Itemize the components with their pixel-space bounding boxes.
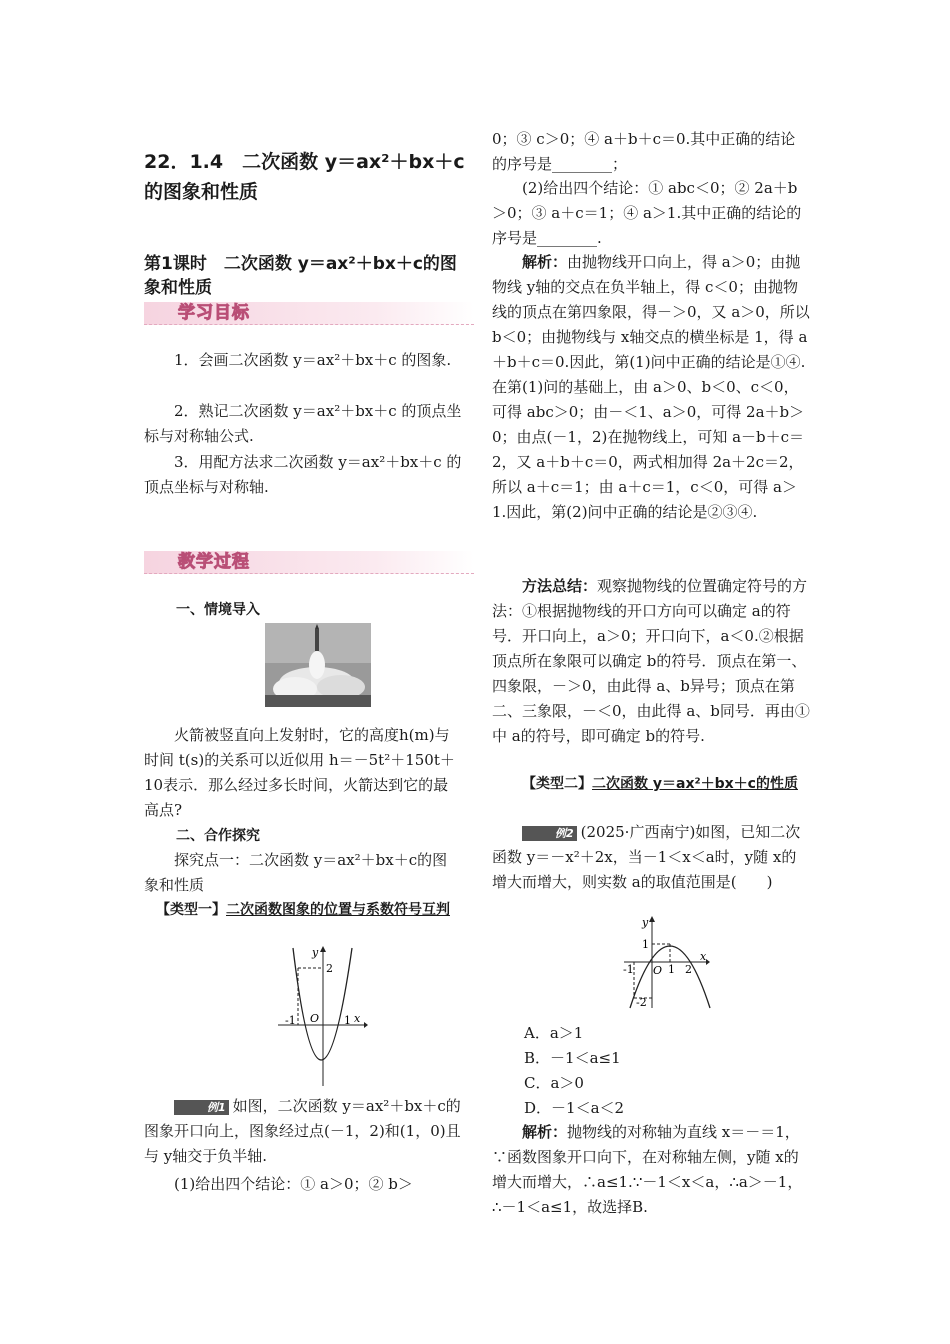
example-1-text: 如图，二次函数 y＝ax²＋bx＋c的图象开口向上，图象经过点(－1，2)和(1，0)且与 y轴交于负半轴. — [144, 1097, 461, 1165]
graph2-tick-one: 1 — [668, 963, 675, 976]
option-a[interactable]: A．a＞1 — [524, 1024, 584, 1042]
method-summary — [492, 574, 810, 749]
goals-banner — [144, 302, 474, 325]
type-two-title: 二次函数 y＝ax²＋bx＋c的性质 — [592, 776, 798, 792]
section-title: 22．1.4 二次函数 y＝ax²＋bx＋c的图象和性质 — [144, 151, 465, 203]
graph1-x-label: x — [354, 1012, 361, 1025]
example-1-question-2: (2)给出四个结论：① abc＜0；② 2a＋b＞0；③ a＋c＝1；④ a＞1.其中正确的结论的序号是________. — [492, 179, 802, 247]
type-one-tag: 【类型一】 — [156, 902, 226, 918]
goal-1: 1．会画二次函数 y＝ax²＋bx＋c 的图象. — [174, 351, 452, 369]
option-c[interactable]: C．a＞0 — [524, 1074, 584, 1092]
example-2 — [492, 820, 810, 895]
graph2-tick-neg-two: -2 — [636, 996, 647, 1009]
method-summary-text: 观察抛物线的位置确定符号的方法：①根据抛物线的开口方向可以确定 a的符号．开口向上，a＞0；开口向下，a＜0.②根据顶点所在象限可以确定 b的符号．顶点在第一、四象限，－＞0，由此得 a、b异号；顶点在第二、三象限，－＜0，由此得 a、b同号．再由①中 a的符号，即可确定 b的符号. — [492, 577, 810, 745]
explore-point-1: 探究点一：二次函数 y＝ax²＋bx＋c的图象和性质 — [144, 851, 448, 894]
analysis-2-text: 抛物线的对称轴为直线 x＝－＝1，∵函数图象开口向下，在对称轴左侧，y随 x的增大而增大，∴a≤1.∵－1＜x＜a，∴a＞－1，∴－1＜a≤1，故选择B. — [492, 1123, 803, 1216]
example-1-badge: 例1 — [174, 1100, 229, 1115]
rocket-problem: 火箭被竖直向上发射时，它的高度h(m)与时间 t(s)的关系可以近似用 h＝－5t²＋150t＋10表示．那么经过多长时间，火箭达到它的最高点? — [144, 726, 455, 819]
goal-3: 3．用配方法求二次函数 y＝ax²＋bx＋c 的顶点坐标与对称轴. — [144, 453, 462, 496]
type-two-heading — [492, 772, 810, 797]
analysis-2 — [492, 1120, 810, 1220]
lesson-title: 第1课时 二次函数 y＝ax²＋bx＋c的图象和性质 — [144, 254, 457, 298]
graph2-tick-one-y: 1 — [642, 938, 649, 951]
situation-heading: 一、情境导入 — [176, 602, 260, 618]
graph1-tick-two: 2 — [326, 962, 333, 975]
goals-banner-label: 学习目标 — [178, 303, 250, 323]
process-banner — [144, 551, 474, 574]
parabola-graph-1 — [276, 942, 368, 1088]
type-two-tag: 【类型二】 — [522, 776, 592, 792]
graph1-tick-one: 1 — [344, 1014, 351, 1027]
analysis-1-label: 解析： — [522, 253, 568, 271]
option-b[interactable]: B．－1＜a≤1 — [524, 1049, 621, 1067]
parabola-graph-2 — [622, 914, 714, 1010]
graph2-origin: O — [653, 964, 663, 977]
analysis-1 — [492, 250, 810, 525]
example-2-badge: 例2 — [522, 826, 577, 841]
example-1-question-1: (1)给出四个结论：① a＞0；② b＞ — [174, 1175, 413, 1193]
graph2-x-label: x — [700, 950, 707, 963]
method-summary-label: 方法总结： — [522, 577, 598, 595]
graph2-y-label: y — [642, 916, 649, 929]
graph1-origin: O — [310, 1012, 320, 1025]
analysis-1-text: 由抛物线开口向上，得 a＞0；由抛物线 y轴的交点在负半轴上，得 c＜0；由抛物线的顶点在第四象限，得－＞0，又 a＞0，所以 b＜0；由抛物线与 x轴交点的横坐标是 1，得 a＋b＋c＝0.因此，第(1)问中正确的结论是①④.在第(1)问的基础上，由 a＞0、b＜0、c＜0，可得 abc＞0；由－＜1、a＞0，可得 2a＋b＞0；由点(－1，2)在抛物线上，可知 a－b＋c＝2，又 a＋b＋c＝0，两式相加得 2a＋2c＝2，所以 a＋c＝1；由 a＋c＝1，c＜0，可得 a＞1.因此，第(2)问中正确的结论是②③④. — [492, 253, 810, 521]
type-one-title: 二次函数图象的位置与系数符号互判 — [226, 902, 450, 918]
graph1-tick-neg-one: -1 — [285, 1014, 296, 1027]
type-one-heading — [144, 898, 462, 923]
graph2-tick-neg-one: -1 — [623, 963, 634, 976]
option-d[interactable]: D．－1＜a＜2 — [524, 1099, 625, 1117]
analysis-2-label: 解析： — [522, 1123, 568, 1141]
example-2-text: (2025·广西南宁)如图，已知二次函数 y＝－x²＋2x，当－1＜x＜a时，y随 x的增大而增大，则实数 a的取值范围是( ) — [492, 823, 801, 891]
process-banner-label: 教学过程 — [178, 552, 250, 572]
cooperation-heading: 二、合作探究 — [176, 828, 260, 844]
example-1 — [144, 1094, 462, 1169]
graph1-y-label: y — [312, 946, 319, 959]
graph2-tick-two: 2 — [685, 963, 692, 976]
goal-2: 2．熟记二次函数 y＝ax²＋bx＋c 的顶点坐标与对称轴公式. — [144, 402, 462, 445]
question-1-continued: 0；③ c＞0；④ a＋b＋c＝0.其中正确的结论的序号是________； — [492, 130, 796, 173]
rocket-launch-photo — [265, 623, 371, 707]
